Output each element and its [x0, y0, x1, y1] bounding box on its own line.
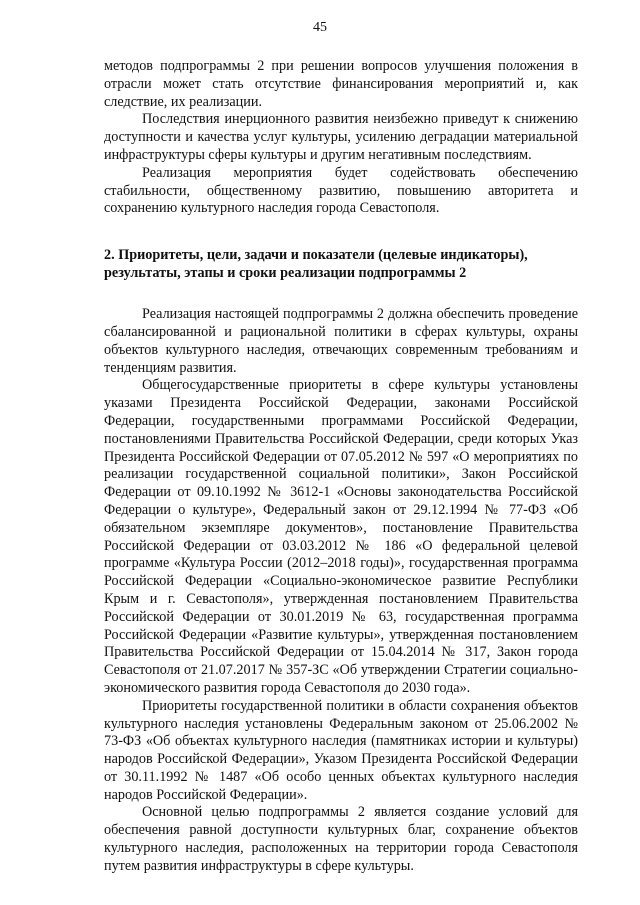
section-heading-line-1: 2. Приоритеты, цели, задачи и показатели (целевые индикаторы), — [104, 247, 528, 264]
paragraph-3: Реализация мероприятия будет содействовать обеспечению стабильности, общественному развитию, повышению авторитета и сохранению культурного наследия города Севастополя. — [104, 164, 578, 217]
paragraph-5: Общегосударственные приоритеты в сфере культуры установлены указами Президента Российской Федерации, законами Российской Федерации, государственными программами Российской Федерации, постановлениями Правительства Российской Федерации, среди которых Указ Президента Российской Федерации от 07.05.2012 № 597 «О мероприятиях по реализации государственной социальной политики», Закон Российской Федерации от 09.10.1992 № 3612-1 «Основы законодательства Российской Федерации о культуре», Федеральный закон от 29.12.1994 № 77-ФЗ «Об обязательном экземпляре документов», постановление Правительства Российской Федерации от 03.03.2012 № 186 «О федеральной целевой программе «Культура России (2012–2018 годы)», государственная программа Российской Федерации «Социально-экономическое развитие Республики Крым и г. Севастополя», утвержденная постановлением Правительства Российской Федерации от 30.01.2019 № 63, государственная программа Российской Федерации «Развитие культуры», утвержденная постановлением Правительства Российской Федерации от 15.04.2014 № 317, Закон города Севастополя от 21.07.2017 № 357-ЗС «Об утверждении Стратегии социально-экономического развития города Севастополя до 2030 года». — [104, 377, 578, 696]
paragraph-7: Основной целью подпрограммы 2 является создание условий для обеспечения равной доступности культурных благ, сохранение объектов культурного наследия, расположенных на территории города Севастополя путем развития инфраструктуры в сфере культуры. — [104, 804, 578, 874]
section-heading-line-2: результаты, этапы и сроки реализации подпрограммы 2 — [104, 265, 467, 282]
section-heading — [104, 246, 578, 282]
paragraph-2: Последствия инерционного развития неизбежно приведут к снижению доступности и качества услуг культуры, усилению деградации материальной инфраструктуры сферы культуры и другим негативным последствиям. — [104, 111, 578, 163]
paragraph-1: методов подпрограммы 2 при решении вопросов улучшения положения в отрасли может стать отсутствие финансирования мероприятий и, как следствие, их реализации. — [104, 58, 578, 110]
document-body — [104, 58, 578, 876]
paragraph-6: Приоритеты государственной политики в области сохранения объектов культурного наследия установлены Федеральным законом от 25.06.2002 № 73-ФЗ «Об объектах культурного наследия (памятниках истории и культуры) народов Российской Федерации», Указом Президента Российской Федерации от 30.11.1992 № 1487 «Об особо ценных объектах культурного наследия народов Российской Федерации». — [104, 697, 578, 803]
page-number: 45 — [313, 20, 327, 35]
paragraph-4: Реализация настоящей подпрограммы 2 должна обеспечить проведение сбалансированной и рациональной политики в сферах культуры, охраны объектов культурного наследия, отвечающих современным требованиям и тенденциям развития. — [104, 306, 578, 376]
